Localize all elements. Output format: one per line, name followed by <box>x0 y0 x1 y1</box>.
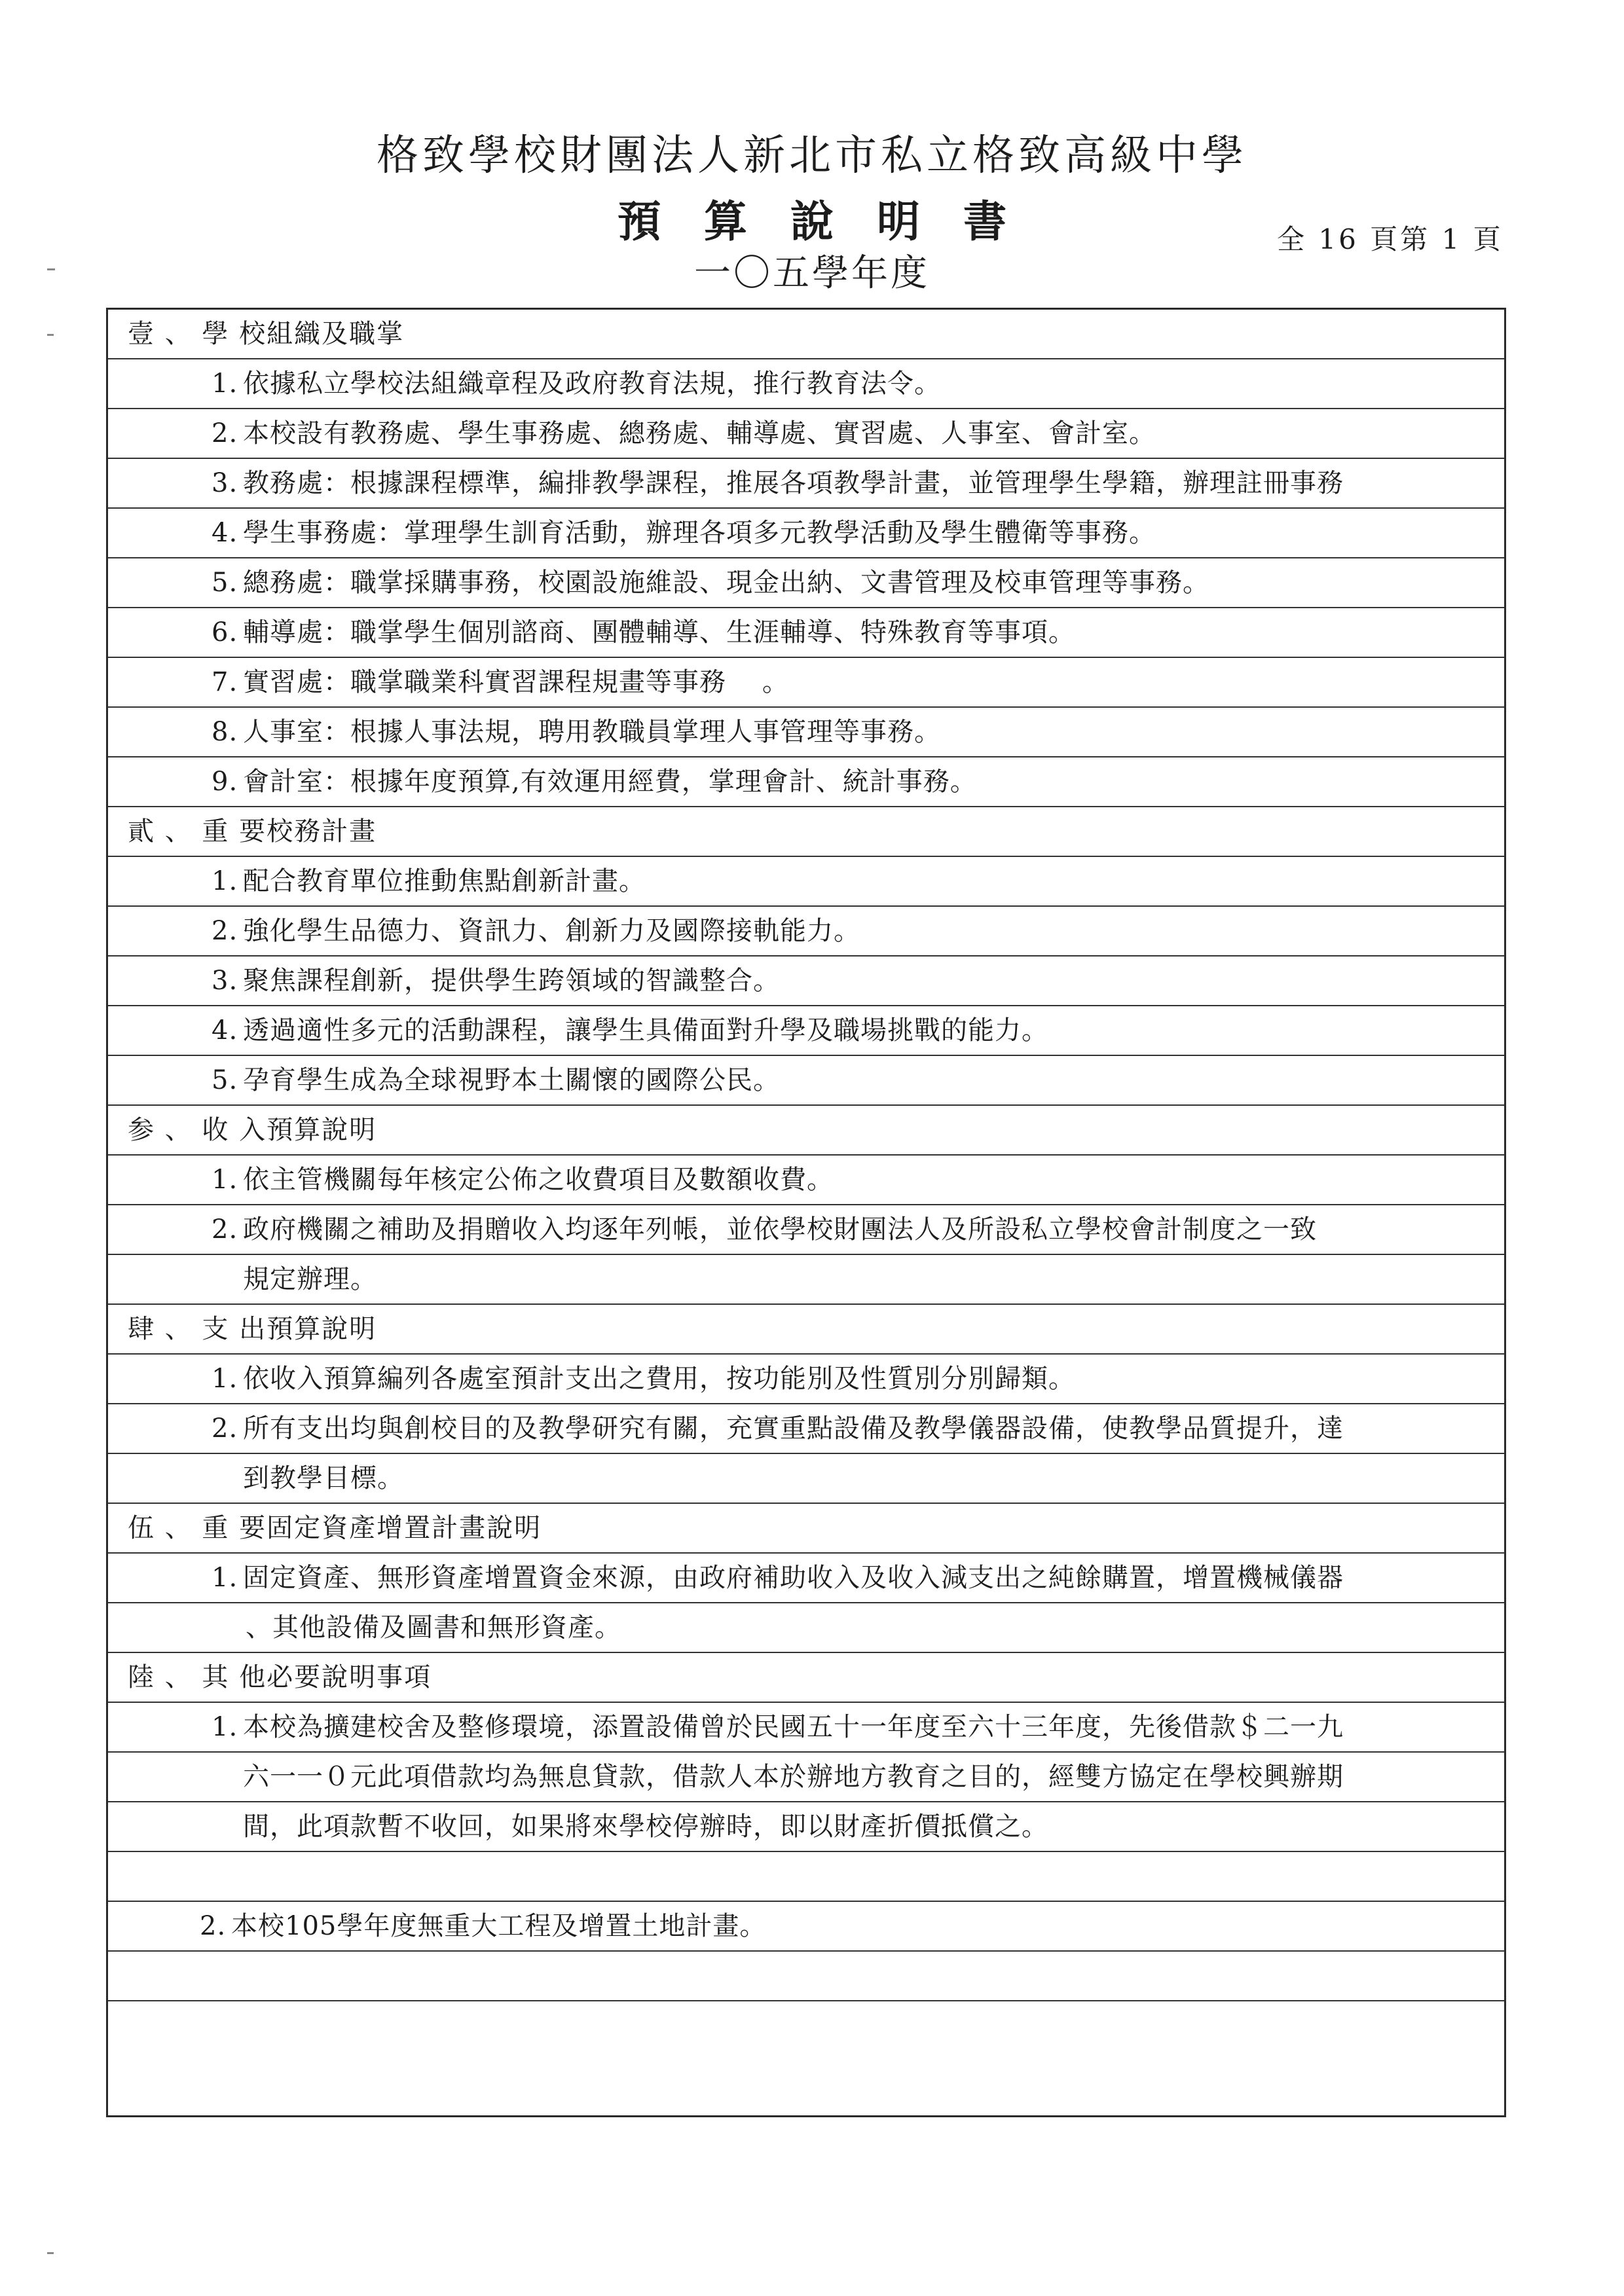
scan-mark <box>47 2252 54 2254</box>
list-item: 2. 強化學生品德力、資訊力、創新力及國際接軌能力。 <box>108 907 1504 957</box>
section-heading: 参 、 收 入預算說明 <box>108 1106 1504 1156</box>
list-item: 2. 政府機關之補助及捐贈收入均逐年列帳，並依學校財團法人及所設私立學校會計制度之一致 <box>108 1205 1504 1255</box>
list-item: 1. 依據私立學校法組織章程及政府教育法規，推行教育法令。 <box>108 359 1504 409</box>
list-item: 3. 教務處：根據課程標準，編排教學課程，推展各項教學計畫，並管理學生學籍，辦理註冊事務 <box>108 459 1504 509</box>
list-item: 4. 學生事務處：掌理學生訓育活動，辦理各項多元教學活動及學生體衛等事務。 <box>108 509 1504 558</box>
list-item: 2. 本校設有教務處、學生事務處、總務處、輔導處、實習處、人事室、會計室。 <box>108 409 1504 459</box>
list-item: 3. 聚焦課程創新，提供學生跨領域的智識整合。 <box>108 957 1504 1006</box>
list-item-continuation: 規定辦理。 <box>108 1255 1504 1305</box>
list-item: 6. 輔導處：職掌學生個別諮商、團體輔導、生涯輔導、特殊教育等事項。 <box>108 608 1504 658</box>
section-heading: 陸 、 其 他必要說明事項 <box>108 1653 1504 1703</box>
scan-mark <box>47 268 55 270</box>
document-title: 格致學校財團法人新北市私立格致高級中學 <box>377 132 1247 180</box>
list-item: 2. 本校105學年度無重大工程及增置土地計畫。 <box>108 1902 1504 1952</box>
list-item: 9. 會計室：根據年度預算,有效運用經費，掌理會計、統計事務。 <box>108 757 1504 807</box>
section-heading: 伍 、 重 要固定資產增置計畫說明 <box>108 1504 1504 1554</box>
document-subtitle: 預算說明書 <box>618 196 1050 247</box>
list-item-continuation: 到教學目標。 <box>108 1454 1504 1504</box>
academic-year: 一〇五學年度 <box>694 252 930 295</box>
list-item: 1. 配合教育單位推動焦點創新計畫。 <box>108 857 1504 907</box>
section-heading: 貳 、 重 要校務計畫 <box>108 807 1504 857</box>
list-item: 1. 固定資產、無形資產增置資金來源，由政府補助收入及收入減支出之純餘購置，增置機械儀器 <box>108 1554 1504 1603</box>
list-item: 5. 孕育學生成為全球視野本土關懷的國際公民。 <box>108 1056 1504 1106</box>
section-heading: 肆 、 支 出預算說明 <box>108 1305 1504 1355</box>
budget-explanation-table <box>106 308 1506 2117</box>
list-item: 4. 透過適性多元的活動課程，讓學生具備面對升學及職場挑戰的能力。 <box>108 1006 1504 1056</box>
empty-row <box>108 1852 1504 1902</box>
scan-mark <box>47 334 54 336</box>
list-item-continuation: 、其他設備及圖書和無形資產。 <box>108 1603 1504 1653</box>
section-heading: 壹 、 學 校組織及職掌 <box>108 310 1504 359</box>
list-item: 1. 依主管機關每年核定公佈之收費項目及數額收費。 <box>108 1156 1504 1205</box>
list-item-continuation: 間，此項款暫不收回，如果將來學校停辦時，即以財產折價抵償之。 <box>108 1802 1504 1852</box>
page-count: 全 16 頁第 1 頁 <box>1277 223 1504 255</box>
list-item: 8. 人事室：根據人事法規，聘用教職員掌理人事管理等事務。 <box>108 708 1504 757</box>
empty-row <box>108 1952 1504 2001</box>
list-item: 1. 本校為擴建校舍及整修環境，添置設備曾於民國五十一年度至六十三年度，先後借款＄二一九 <box>108 1703 1504 1753</box>
list-item: 5. 總務處：職掌採購事務，校園設施維設、現金出納、文書管理及校車管理等事務。 <box>108 558 1504 608</box>
list-item-continuation: 六一一０元此項借款均為無息貸款，借款人本於辦地方教育之目的，經雙方協定在學校興辦期 <box>108 1753 1504 1802</box>
list-item: 1. 依收入預算編列各處室預計支出之費用，按功能別及性質別分別歸類。 <box>108 1355 1504 1404</box>
list-item: 7. 實習處：職掌職業科實習課程規畫等事務 。 <box>108 658 1504 708</box>
list-item: 2. 所有支出均與創校目的及教學研究有關，充實重點設備及教學儀器設備，使教學品質提升，達 <box>108 1404 1504 1454</box>
